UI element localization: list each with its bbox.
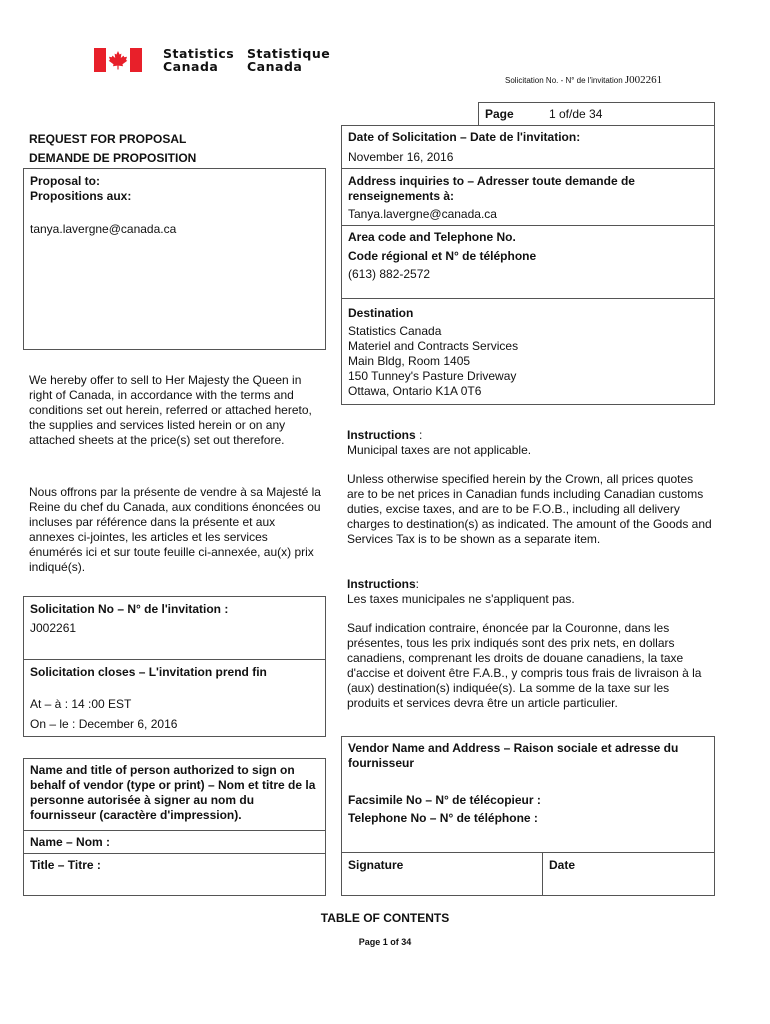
- agency-name-en: Statistics Canada: [163, 46, 235, 74]
- closes-time: At – à : 14 :00 EST: [30, 697, 132, 711]
- phone-label-fr: Code régional et N° de téléphone: [348, 249, 537, 263]
- vendor-telephone: Telephone No – N° de téléphone :: [348, 811, 538, 825]
- rfp-title: REQUEST FOR PROPOSAL DEMANDE DE PROPOSITION: [29, 132, 197, 165]
- divider: [342, 225, 714, 226]
- proposal-email: tanya.lavergne@canada.ca: [30, 222, 177, 236]
- name-label: Name – Nom :: [30, 835, 111, 849]
- agency-name-fr: Statistique Canada: [247, 46, 331, 74]
- vendor-label: Vendor Name and Address – Raison sociale et adresse du fournisseur: [348, 741, 679, 770]
- signature-label: Signature: [348, 858, 404, 872]
- destination-label: Destination: [348, 306, 414, 320]
- solicitation-value: J002261: [30, 621, 77, 635]
- page-footer: Page 1 of 34: [358, 937, 412, 947]
- inquiries-label: Address inquiries to – Adresser toute demande de renseignements à:: [348, 174, 635, 203]
- divider: [342, 852, 714, 853]
- authorized-label: Name and title of person authorized to sign on behalf of vendor (type or print) – Nom et titre de la personne autorisée à signer au nom du fournisseur (caractère d'impression).: [30, 763, 316, 822]
- vendor-box: [341, 736, 715, 896]
- phone-value: (613) 882-2572: [348, 267, 431, 281]
- offer-text-en: We hereby offer to sell to Her Majesty the Queen in right of Canada, in accordance with the terms and conditions set out herein, referred or attached hereto, the supplies and services listed herein or on any attached sheets at the price(s) set out therefore.: [29, 373, 312, 447]
- closes-label: Solicitation closes – L'invitation prend fin: [30, 665, 267, 679]
- solicitation-reference: Solicitation No. - N° de l'invitation J002261: [505, 74, 663, 86]
- instructions-fr: Instructions: Les taxes municipales ne s'appliquent pas. Sauf indication contraire, énoncée par la Couronne, dans les présentes, tous les prix indiqués sont des prix nets, en dollars canadiens, comprenant les droits de douane canadiens, la taxe d'accise et doivent être F.A.B., y compris tous frais de livraison à la (aux) destination(s) indiquée(s). La somme de la taxe sur les produits et services devra être un article particulier.: [347, 577, 702, 710]
- date-value: November 16, 2016: [348, 150, 454, 164]
- divider: [24, 853, 325, 854]
- date-field-label: Date: [549, 858, 576, 872]
- table-of-contents-heading: TABLE OF CONTENTS: [320, 911, 450, 925]
- divider: [542, 852, 543, 895]
- closes-date: On – le : December 6, 2016: [30, 717, 178, 731]
- page-value: 1 of/de 34: [549, 107, 603, 121]
- page-label: Page: [485, 107, 514, 121]
- solicitation-number-box: [23, 596, 326, 737]
- title-label: Title – Titre :: [30, 858, 101, 872]
- divider: [24, 659, 325, 660]
- phone-label-en: Area code and Telephone No.: [348, 230, 516, 244]
- proposal-to-box: [23, 168, 326, 350]
- inquiries-box: [341, 168, 715, 299]
- instructions-en: Instructions : Municipal taxes are not applicable. Unless otherwise specified herein by the Crown, all prices quotes are to be net prices in Canadian funds including Canadian customs duties, excise taxes, and are to be F.O.B., including all delivery charges to destination(s) as indicated. The amount of the Goods and Services Tax is to be shown as a separate item.: [347, 428, 712, 546]
- destination-address: Statistics Canada Materiel and Contracts Services Main Bldg, Room 1405 150 Tunney's Pasture Driveway Ottawa, Ontario K1A 0T6: [348, 324, 519, 398]
- inquiries-email: Tanya.lavergne@canada.ca: [348, 207, 497, 221]
- destination-box: [341, 298, 715, 405]
- authorized-person-box: [23, 758, 326, 896]
- canada-flag-icon: [94, 48, 142, 72]
- divider: [24, 830, 325, 831]
- date-label: Date of Solicitation – Date de l'invitation:: [348, 130, 581, 144]
- date-of-solicitation-box: [341, 125, 715, 169]
- offer-text-fr: Nous offrons par la présente de vendre à sa Majesté la Reine du chef du Canada, aux conditions énoncées ou incluses par référence dans la présente et aux annexes ci-jointes, les articles et les services énumérés ici et sur toute feuille ci-annexée, au(x) prix indiqué(s).: [29, 485, 321, 574]
- page-number-box: [478, 102, 715, 126]
- proposal-label: Proposal to: Propositions aux:: [30, 174, 132, 203]
- vendor-fax: Facsimile No – N° de télécopieur :: [348, 793, 541, 807]
- solicitation-label: Solicitation No – N° de l'invitation :: [30, 602, 229, 616]
